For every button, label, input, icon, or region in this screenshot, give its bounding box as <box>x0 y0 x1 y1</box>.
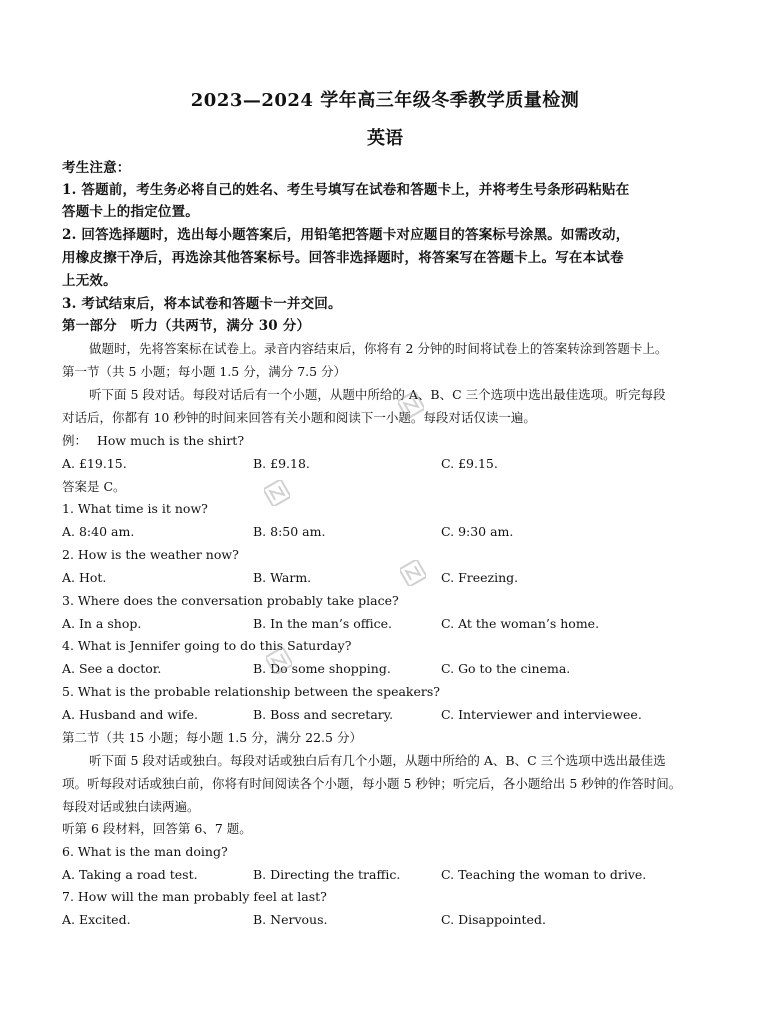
option-5c: C. Interviewer and interviewee. <box>441 707 642 722</box>
seal-stamp-icon <box>400 560 426 586</box>
section1-instructions: 听下面 5 段对话。每段对话后有一个小题，从题中所给的 A、B、C 三个选项中选出最佳选项。听完每段 <box>89 387 666 402</box>
example-option-b: B. £9.18. <box>253 456 310 471</box>
notice-line: 2. 回答选择题时，选出每小题答案后，用铅笔把答题卡对应题目的答案标号涂黑。如需改动， <box>62 227 630 243</box>
option-7c: C. Disappointed. <box>441 912 546 927</box>
question-3: 3. Where does the conversation probably take place? <box>62 593 399 608</box>
option-1a: A. 8:40 am. <box>62 524 135 539</box>
option-6a: A. Taking a road test. <box>62 867 198 882</box>
notice-line: 1. 答题前，考生务必将自己的姓名、考生号填写在试卷和答题卡上，并将考生号条形码粘贴在 <box>62 182 630 198</box>
example-option-a: A. £19.15. <box>62 456 127 471</box>
seal-stamp-icon <box>266 648 292 674</box>
part1-heading: 第一部分 听力（共两节，满分 30 分） <box>62 318 311 334</box>
section2-instructions: 每段对话或独白读两遍。 <box>62 799 200 814</box>
option-7b: B. Nervous. <box>253 912 328 927</box>
exam-subject: 英语 <box>367 128 403 149</box>
material-heading: 听第 6 段材料，回答第 6、7 题。 <box>62 821 252 836</box>
seal-stamp-icon <box>264 480 290 506</box>
option-3a: A. In a shop. <box>62 616 142 631</box>
option-5a: A. Husband and wife. <box>62 707 198 722</box>
example-label: 例： <box>62 433 88 448</box>
option-3b: B. In the man’s office. <box>253 616 393 631</box>
question-7: 7. How will the man probably feel at last? <box>62 889 327 904</box>
question-1: 1. What time is it now? <box>62 501 208 516</box>
example-answer: 答案是 C。 <box>62 479 126 494</box>
option-4b: B. Do some shopping. <box>253 661 391 676</box>
exam-title: 2023—2024 学年高三年级冬季教学质量检测 <box>190 90 580 111</box>
question-4: 4. What is Jennifer going to do this Saturday? <box>62 638 352 653</box>
option-6c: C. Teaching the woman to drive. <box>441 867 647 882</box>
notice-line: 上无效。 <box>62 273 117 289</box>
section2-heading: 第二节（共 15 小题；每小题 1.5 分，满分 22.5 分） <box>62 730 362 745</box>
notice-line: 3. 考试结束后，将本试卷和答题卡一并交回。 <box>62 296 342 312</box>
section1-instructions: 对话后，你都有 10 秒钟的时间来回答有关小题和阅读下一小题。每段对话仅读一遍。 <box>62 410 536 425</box>
option-2b: B. Warm. <box>253 570 312 585</box>
option-5b: B. Boss and secretary. <box>253 707 394 722</box>
question-2: 2. How is the weather now? <box>62 547 239 562</box>
option-7a: A. Excited. <box>62 912 131 927</box>
seal-stamp-icon <box>398 392 424 418</box>
option-2a: A. Hot. <box>62 570 107 585</box>
part1-intro: 做题时，先将答案标在试卷上。录音内容结束后，你将有 2 分钟的时间将试卷上的答案转涂到答题卡上。 <box>89 341 668 356</box>
option-1b: B. 8:50 am. <box>253 524 326 539</box>
question-5: 5. What is the probable relationship between the speakers? <box>62 684 440 699</box>
section2-instructions: 项。听每段对话或独白前，你将有时间阅读各个小题，每小题 5 秒钟；听完后，各小题给出 5 秒钟的作答时间。 <box>62 776 682 791</box>
option-4c: C. Go to the cinema. <box>441 661 571 676</box>
option-2c: C. Freezing. <box>441 570 519 585</box>
option-1c: C. 9:30 am. <box>441 524 514 539</box>
example-question: How much is the shirt? <box>97 433 245 448</box>
notice-line: 答题卡上的指定位置。 <box>62 204 199 220</box>
section2-instructions: 听下面 5 段对话或独白。每段对话或独白后有几个小题，从题中所给的 A、B、C 三个选项中选出最佳选 <box>89 753 666 768</box>
section1-heading: 第一节（共 5 小题；每小题 1.5 分，满分 7.5 分） <box>62 364 347 379</box>
option-6b: B. Directing the traffic. <box>253 867 401 882</box>
example-option-c: C. £9.15. <box>441 456 498 471</box>
notice-line: 用橡皮擦干净后，再选涂其他答案标号。回答非选择题时，将答案写在答题卡上。写在本试卷 <box>62 250 624 266</box>
option-3c: C. At the woman’s home. <box>441 616 600 631</box>
question-6: 6. What is the man doing? <box>62 844 228 859</box>
notice-heading: 考生注意： <box>62 160 131 176</box>
option-4a: A. See a doctor. <box>62 661 162 676</box>
